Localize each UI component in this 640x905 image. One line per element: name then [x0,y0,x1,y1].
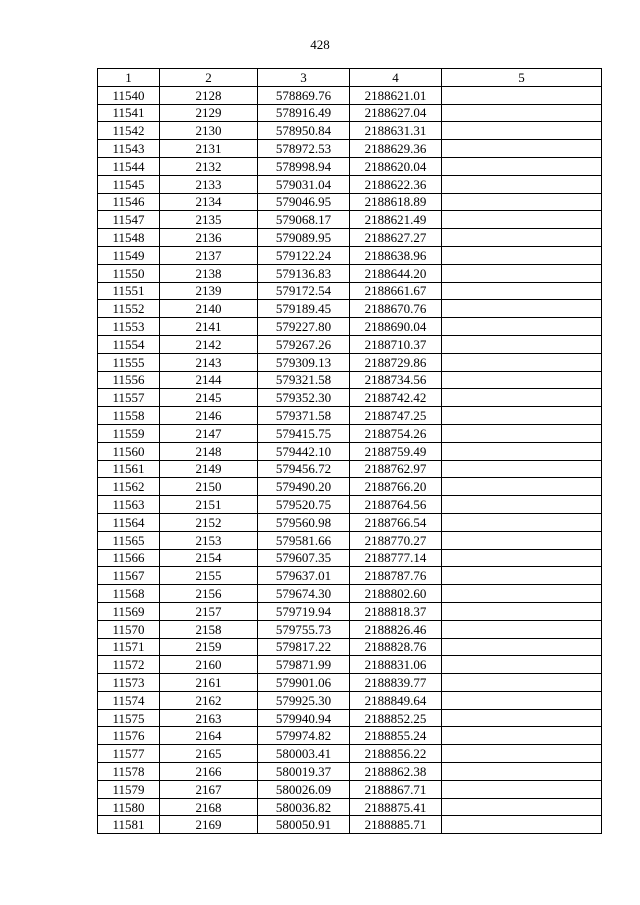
table-cell: 2158 [160,620,258,638]
table-cell [442,318,602,336]
table-cell: 11557 [98,389,160,407]
table-cell: 2188839.77 [350,674,442,692]
table-cell [442,264,602,282]
table-cell: 2188754.26 [350,424,442,442]
table-cell: 580036.82 [258,798,350,816]
table-cell [442,585,602,603]
table-cell: 2188631.31 [350,122,442,140]
table-cell: 579581.66 [258,531,350,549]
table-cell: 2166 [160,763,258,781]
table-cell: 2146 [160,407,258,425]
table-cell: 579607.35 [258,549,350,567]
table-cell: 2151 [160,496,258,514]
table-cell: 2188867.71 [350,780,442,798]
table-cell: 2188762.97 [350,460,442,478]
table-row [98,478,602,496]
table-cell: 579122.24 [258,246,350,264]
table-cell [442,763,602,781]
table-cell: 578998.94 [258,157,350,175]
table-cell: 580019.37 [258,763,350,781]
table-row [98,745,602,763]
table-cell: 579371.58 [258,407,350,425]
table-row [98,229,602,247]
coordinates-table [97,68,602,834]
table-row [98,798,602,816]
table-cell: 579871.99 [258,656,350,674]
table-cell: 578972.53 [258,140,350,158]
table-cell [442,567,602,585]
table-cell: 11564 [98,513,160,531]
table-cell: 579046.95 [258,193,350,211]
table-row [98,246,602,264]
table-cell: 2143 [160,353,258,371]
table-cell: 2188826.46 [350,620,442,638]
table-row [98,157,602,175]
table-cell [442,229,602,247]
table-row [98,264,602,282]
table-cell: 579719.94 [258,602,350,620]
table-cell: 11558 [98,407,160,425]
table-cell: 579940.94 [258,709,350,727]
table-row [98,691,602,709]
table-cell: 11562 [98,478,160,496]
table-cell: 579352.30 [258,389,350,407]
table-body [98,86,602,833]
table-cell: 2188742.42 [350,389,442,407]
table-cell: 2154 [160,549,258,567]
table-header-row [98,69,602,87]
table-cell: 2153 [160,531,258,549]
table-cell: 2188787.76 [350,567,442,585]
table-cell: 2165 [160,745,258,763]
table-cell: 2188622.36 [350,175,442,193]
table-cell: 2138 [160,264,258,282]
table-cell [442,175,602,193]
table-cell: 2188766.20 [350,478,442,496]
table-cell: 11572 [98,656,160,674]
table-cell: 579456.72 [258,460,350,478]
table-cell: 579817.22 [258,638,350,656]
table-cell: 2188766.54 [350,513,442,531]
table-row [98,335,602,353]
table-cell: 579520.75 [258,496,350,514]
table-cell: 2188856.22 [350,745,442,763]
table-cell: 2188818.37 [350,602,442,620]
table-row [98,585,602,603]
table-row [98,460,602,478]
table-cell [442,140,602,158]
table-cell: 2188831.06 [350,656,442,674]
table-cell: 579089.95 [258,229,350,247]
table-cell: 2188852.25 [350,709,442,727]
table-cell [442,211,602,229]
table-cell: 2129 [160,104,258,122]
table-cell [442,407,602,425]
table-cell: 2162 [160,691,258,709]
table-cell [442,478,602,496]
table-cell: 2139 [160,282,258,300]
table-cell: 2188690.04 [350,318,442,336]
table-cell: 2188629.36 [350,140,442,158]
table-cell: 11573 [98,674,160,692]
table-cell [442,780,602,798]
table-cell [442,620,602,638]
table-cell: 579267.26 [258,335,350,353]
table-row [98,549,602,567]
table-cell: 2188661.67 [350,282,442,300]
table-cell: 2188875.41 [350,798,442,816]
table-cell: 11551 [98,282,160,300]
table-cell: 2168 [160,798,258,816]
table-cell: 11561 [98,460,160,478]
table-cell: 2188627.27 [350,229,442,247]
table-cell [442,371,602,389]
table-cell: 579068.17 [258,211,350,229]
table-cell: 2142 [160,335,258,353]
table-cell: 11578 [98,763,160,781]
column-header: 2 [160,69,258,87]
table-cell: 2188862.38 [350,763,442,781]
table-cell: 2159 [160,638,258,656]
table-cell: 11545 [98,175,160,193]
table-cell: 580026.09 [258,780,350,798]
table-cell: 11581 [98,816,160,834]
table-cell: 11543 [98,140,160,158]
table-cell: 11560 [98,442,160,460]
table-cell: 2155 [160,567,258,585]
table-cell: 11554 [98,335,160,353]
table-cell: 2188644.20 [350,264,442,282]
table-cell: 580003.41 [258,745,350,763]
table-cell: 2188759.49 [350,442,442,460]
table-cell [442,460,602,478]
table-cell: 2188618.89 [350,193,442,211]
table-row [98,175,602,193]
table-cell [442,745,602,763]
table-cell: 11563 [98,496,160,514]
table-cell [442,335,602,353]
table-cell [442,656,602,674]
table-cell: 11567 [98,567,160,585]
table-cell: 579172.54 [258,282,350,300]
table-cell: 578916.49 [258,104,350,122]
table-cell: 2131 [160,140,258,158]
table-cell: 2135 [160,211,258,229]
table-cell [442,496,602,514]
table-row [98,407,602,425]
table-cell: 11577 [98,745,160,763]
table-cell: 2145 [160,389,258,407]
table-cell: 2188828.76 [350,638,442,656]
table-cell: 2188747.25 [350,407,442,425]
table-cell [442,389,602,407]
table-cell: 579321.58 [258,371,350,389]
table-cell: 579901.06 [258,674,350,692]
table-cell [442,727,602,745]
table-row [98,140,602,158]
table-cell: 11544 [98,157,160,175]
table-row [98,353,602,371]
table-row [98,816,602,834]
table-cell: 2137 [160,246,258,264]
table-cell: 11553 [98,318,160,336]
table-cell: 11569 [98,602,160,620]
table-cell: 2188770.27 [350,531,442,549]
table-cell: 2188627.04 [350,104,442,122]
table-row [98,531,602,549]
table-cell [442,549,602,567]
table-cell: 2136 [160,229,258,247]
table-cell: 579442.10 [258,442,350,460]
table-cell [442,798,602,816]
table-row [98,122,602,140]
table-row [98,602,602,620]
table-cell [442,104,602,122]
table-cell: 579755.73 [258,620,350,638]
table-cell: 578869.76 [258,86,350,104]
table-cell: 2188670.76 [350,300,442,318]
table-cell: 11552 [98,300,160,318]
table-cell: 11540 [98,86,160,104]
column-header: 5 [442,69,602,87]
table-cell: 579974.82 [258,727,350,745]
table-cell: 2188734.56 [350,371,442,389]
table-row [98,496,602,514]
table-cell [442,442,602,460]
table-cell: 2147 [160,424,258,442]
table-row [98,513,602,531]
table-cell: 11556 [98,371,160,389]
table-row [98,656,602,674]
table-cell: 580050.91 [258,816,350,834]
table-cell [442,157,602,175]
table-cell: 579227.80 [258,318,350,336]
table-cell: 2188710.37 [350,335,442,353]
table-cell: 2130 [160,122,258,140]
table-cell [442,353,602,371]
table-cell [442,282,602,300]
table-row [98,442,602,460]
table-cell: 2164 [160,727,258,745]
table-cell: 579309.13 [258,353,350,371]
table-cell: 2188764.56 [350,496,442,514]
table-cell: 579560.98 [258,513,350,531]
column-header: 1 [98,69,160,87]
table-cell: 11570 [98,620,160,638]
table-cell: 2188855.24 [350,727,442,745]
table-row [98,104,602,122]
table-cell: 579136.83 [258,264,350,282]
table-cell: 2156 [160,585,258,603]
table-cell: 11549 [98,246,160,264]
table-cell: 2188849.64 [350,691,442,709]
table-cell: 2134 [160,193,258,211]
table-cell: 579031.04 [258,175,350,193]
table-row [98,318,602,336]
table-cell: 11576 [98,727,160,745]
table-cell: 579674.30 [258,585,350,603]
table-cell: 11574 [98,691,160,709]
table-cell: 2150 [160,478,258,496]
table-cell: 11579 [98,780,160,798]
table-cell: 2188885.71 [350,816,442,834]
table-cell: 579189.45 [258,300,350,318]
table-cell: 11568 [98,585,160,603]
table-row [98,709,602,727]
table-cell: 579415.75 [258,424,350,442]
table-cell [442,816,602,834]
table-row [98,780,602,798]
table-cell [442,602,602,620]
table-cell: 11565 [98,531,160,549]
column-header: 4 [350,69,442,87]
table-cell: 2188777.14 [350,549,442,567]
table-cell: 579637.01 [258,567,350,585]
table-cell: 2167 [160,780,258,798]
table-cell: 579925.30 [258,691,350,709]
table-cell [442,531,602,549]
table-row [98,567,602,585]
table-cell: 2133 [160,175,258,193]
table-row [98,763,602,781]
table-cell: 2188802.60 [350,585,442,603]
table-cell: 11575 [98,709,160,727]
table-row [98,424,602,442]
table-cell: 2128 [160,86,258,104]
table-cell: 2152 [160,513,258,531]
table-cell: 2149 [160,460,258,478]
table-cell: 579490.20 [258,478,350,496]
table-cell: 2140 [160,300,258,318]
table-cell: 2188621.01 [350,86,442,104]
table-cell [442,86,602,104]
table-row [98,193,602,211]
table-cell: 2148 [160,442,258,460]
table-cell [442,424,602,442]
table-cell [442,691,602,709]
table-cell [442,246,602,264]
table-cell: 11555 [98,353,160,371]
table-cell: 2169 [160,816,258,834]
table-cell [442,193,602,211]
table-cell: 11580 [98,798,160,816]
table-row [98,674,602,692]
table-cell: 11550 [98,264,160,282]
table-row [98,300,602,318]
table-row [98,86,602,104]
table-cell: 578950.84 [258,122,350,140]
table-cell: 2132 [160,157,258,175]
table-cell: 2157 [160,602,258,620]
table-cell: 2160 [160,656,258,674]
table-cell: 2188621.49 [350,211,442,229]
table-cell: 11559 [98,424,160,442]
table-row [98,620,602,638]
table-cell [442,709,602,727]
table-cell: 11542 [98,122,160,140]
table-row [98,282,602,300]
table-cell: 11571 [98,638,160,656]
table-cell: 2188729.86 [350,353,442,371]
table-row [98,371,602,389]
table-cell: 2188620.04 [350,157,442,175]
table-cell: 11546 [98,193,160,211]
table-cell: 11547 [98,211,160,229]
table-cell [442,674,602,692]
table-cell [442,300,602,318]
column-header: 3 [258,69,350,87]
table-cell [442,638,602,656]
table-cell: 11566 [98,549,160,567]
table-cell [442,122,602,140]
table-row [98,389,602,407]
table-cell [442,513,602,531]
table-cell: 2141 [160,318,258,336]
table-cell: 11548 [98,229,160,247]
table-cell: 2144 [160,371,258,389]
page-number: 428 [310,37,330,52]
table-cell: 2163 [160,709,258,727]
table-row [98,727,602,745]
table-cell: 11541 [98,104,160,122]
table-cell: 2188638.96 [350,246,442,264]
table-cell: 2161 [160,674,258,692]
table-row [98,638,602,656]
table-row [98,211,602,229]
